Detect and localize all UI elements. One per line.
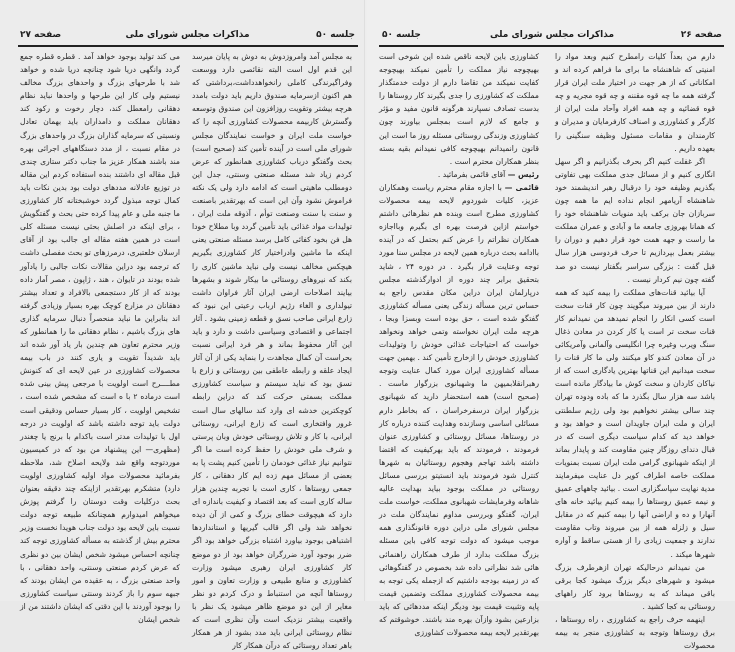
header-rule bbox=[18, 45, 358, 47]
paragraph: من نمیدانم درحالیکه تهران ازهرطرف بزرگ میشود و شهرهای دیگر بزرگ میشود کجا برقی باقی میماند که به روستاها برود کار راههای روستائی به کجا کشید . bbox=[555, 562, 715, 611]
session-label: جلسه ۵۰ bbox=[382, 30, 421, 40]
paragraph: اگر غفلت کنیم اگر بحرف بگذرانیم و اگر سهل انگاری کنیم و از مسائل جدی مملکت بهی تفاوتی بگذریم وظیفه خود را درقبال رهبر اندیشمند خود شاهنشاه آریامهر انجام نداده ایم ما همه چون سربازان جان برکف باید منویات شاهنشاه خود را که همانا بهروزی جامعه ما و آبادی و عمران مملکت ما راست و جهه همت خود قرار دهیم و دوران را بیشتر بعمل بپردازیم تا حرف فردوسی هزار سال قبل گفت : بزرگی سراسر بگفتار نیست دو صد گفته چون نیم کردار نیست . bbox=[555, 156, 715, 284]
paragraph: دارم من بعداً کلیات رامطرح کنیم وبعد مواد را امنیتی که شاهنشاه ما برای ما فراهم کرده اند و امکاناتی که از هر جهت در اختیار ملت ایران قرار گرفته همه ما چه قوه مقننه و چه قوه مجریه و چه قوه قضائیه و چه همه افراد وآحاد ملت ایران از کارگر و کشاورزی و اصناف کارفرمایان و مدیران و کارمندان و مقامات مسئول وظیفه سنگینی را بعهده داریم . bbox=[555, 52, 715, 153]
text-column-right bbox=[192, 50, 352, 652]
header-rule bbox=[379, 45, 724, 47]
paragraph: اینهمه حرف راجع به کشاورزی ، راه روستاها ، برق روستاها وتوجه به کشاورزی منجر به بیمه محصولات bbox=[555, 615, 715, 651]
speaker-name: قائمی — bbox=[504, 182, 539, 192]
speech-text: با اجازه مقام محترم ریاست وهمکاران عزیز، کلیات شوردوم لایحه بیمه محصولات کشاورزی مطرح است وبنده هم نظرهائی داشتم خواستم ازاین فرصت بهره ای بگیرم وبااجازه همکاران نظراتم را عرض کنم بحتمل که در آینده باادامه بحث درباره همین لایحه در مجلس سنا مورد توجه وعنایت قرار بگیرد . در دوره ۲۴ ، شاید بتحقیق برابر چند دوره از ادوارگذشته مجلس درپارلمان ایران دراین مکان مقدس راجع به حساس ترین مسأله زندگی یعنی مسأله کشاورزی گفتگو شده است ، حق بوده است وبسزا وبجا ، هرچه ملت ایران نخواسته وتمی خواهد ونخواهد خواست که احتیاجات غذائی خودش را وتولیدات کشاورزی خودش را ازخارج تأمین کند . بهمین جهت مسأله کشاورزی ایران مورد کمال عنایت وتوجه رهبرانقلابمیهن ما وشهبانوی بزرگوار ماست . (صحیح است) همه استحضار دارید که شهبانوی بزرگوار ایران درسفرخراسان ، که بخاطر دارم مسائلی اساسی وسازنده وهدایت کننده درباره کار در روستاها، مسائل روستائی و کشاورزی عنوان فرمودند ، فرمودند که باید بهرکیفیت که اقتضا داشته باشد تهاجم وهجوم روستائیان به شهرها کنترل شود فرمودند باید انستیتو بررسی مسائل روستائی در مملکت بوجود بیاید بهدایت عالیه شاهانه وفرمایشات شهبانوی مملکت، خواست ملت ایران، گفتگو وبررسی مداوم نمایندگان ملت در مجلس شورای ملی دراین دوره قانونگذاری همه موجب میشود که دولت توجه کافی باین مسئله بزرگ مملکت بدارد از طرف همکاران راهنمائی هائی شد نظراتی داده شد بخصوص در گفتگوهائی که در زمینه بودجه داشتیم که ازجمله یکی توجه به بیمه محصولات کشاورزی مملکت وتضمین قیمت پایه وتثبیت قیمت بود ودیگر اینکه مددهائی که باید بزارعین بشود وازآن بهره مند باشند. خوشوقتم که بهرتقدیر لایحه بیمه محصولات کشاورزی bbox=[379, 182, 540, 638]
text-column-left bbox=[20, 50, 180, 626]
paragraph: به مجلس آمد وامروزدوش به دوش به پایان میرسد این قدم اول است البته نقائصی دارد ووسعت وفراگیرندگی کاملی رانخواهدداشت،برداشتی که هم اکنون ازسرمایه صندوق داریم باید دولت بامدد هرچه بیشتر وتقویت روزافزون این صندوق وتوسعه وگسترش کاربیمه محصولات کشاورزی آنچه را که خواست ملت ایران و خواست نمایندگان مجلس شورای ملی است در آینده تأمین کند (صحیح است) بحث وگفتگو درباب کشاورزی همانطور که عرض کردم زیاد شد مسئله صنعتی وسنتی، جدل این دومطلب ماهیتی است که ادامه دارد ولی یک نکته فراموش نشود وآن این است که بهرتقدیر باصنعت و سنت با سنت وصنعت توأم ، آذوقه ملت ایران ، تولیدات مواد غذائی باید تأمین گردد وبا مطلاح خودا هل فن بخود کفائی کامل برسد مسئله صنعتی یعنی اینکه ما ماشین وادراختیار کار کشاورزی بگیریم هیچکس مخالف نیست ولی نباید ماشین کاری را بکند که نیروهای روستائی ما بیکار شوند و بشهرها بیایند اصلاحات ارضی ایران آثار فراوان داشت تیولداری و الغاء رژیم ارباب رعیتی این نبود که زارع ایرانی صاحب نسق و قطعه زمینی بشود . آثار اجتماعی و اقتصادی وسیاسی داشت و دارد و باید این آثار محفوظ بماند و هر فرد ایرانی نسبت بحراست آن کمال مجاهدت را بنماید یکی از آن آثار ایجاد علقه و رابطه عاطفی بین روستائی و زارع با نسق بود که نباید سیستم و سیاست کشاورزی مملکت بسمتی حرکت کند که دراین رابطه کوچکترین خدشه ای وارد کند سالهای سال است غرور وافتخاری است که زارع ایرانی، روستائی ایرانی، با کار و تلاش روستائی خودش وبان پرستی و شرف ملی خودش را حفظ کرده است ما اگر نتوانیم نیاز غذائی خودمان را تأمین کنیم پشت پا به بعضی از مسائل مهم زده ایم کار دهقانی ، کار جمعی روستاها ، کاری است با تجربه چندین هزار ساله کاری است که بعد اقتصاد و کیفیت باندازه ای دارد که هیچوقت خطای بزرگ و کمی از آن دیده نخواهد شد ولی اگر قالب گیریها و استانداردها اشتباهی بوجود بیاورد اشتباه بزرگی خواهد بود اگر ضرر بوجود آورد ضررگران خواهد بود از دو موضع کار کشاورزی ایران رهبری میشود وزارت کشاورزی و منابع طبیعی و وزارت تعاون و امور روستاها آنچه من استنباط و درک کردم دو نظر مغایر از این دو موضع ظاهر میشود یک نظر با واقعیت بیشتر نزدیک است وآن نظری است که نظام روستائی ایرانی باید مدد بشود از هر همکار باهر تعداد روستائی که درآن همکار کار bbox=[192, 52, 352, 651]
left-page bbox=[0, 0, 365, 651]
page-number: صفحه ۲۷ bbox=[20, 30, 62, 40]
session-label: جلسه ۵۰ bbox=[316, 30, 355, 40]
page-header bbox=[20, 30, 355, 44]
right-page bbox=[367, 0, 735, 651]
paragraph: کشاورزی باین لایحه ناقص شده این شوخی است بهیچوجه نیاز مملکت را تأمین نمیکند بهیچوجه کفایت نمیکند من تقاضا دارم از دولت خدمتگذار مملکت که کشاورزی را جدی بگیرند کار روستاها را بدست تصادف نسپارند هرگونه قانون مفید و مؤثر و جامع که لازم است بمجلس بیاورند چون کشاورزی وزندگی روستائی مسئله روز ما است این قانون رانمیدانم بهیچوجه کافی نمیدانم بقیه بسته بنظر همکاران محترم است . bbox=[379, 52, 539, 166]
text-column-left bbox=[379, 50, 539, 639]
running-title: مذاکرات مجلس شورای ملی bbox=[489, 30, 615, 40]
running-title: مذاکرات مجلس شورای ملی bbox=[125, 30, 250, 40]
speaker-paragraph bbox=[379, 168, 539, 181]
speaker-name: رئیس — bbox=[507, 169, 539, 179]
speaker-paragraph bbox=[379, 181, 539, 639]
text-column-right bbox=[555, 50, 715, 652]
page-header bbox=[382, 30, 722, 44]
speech-text: آقای قائمی بفرمائید . bbox=[437, 169, 506, 179]
paragraph: می کند تولید بوجود خواهد آمد . قطره قطره جمع گردد وانگهی دریا شود چنانچه دریا شده و خواهد شد با طرحهای بزرگ و واحدهای بزرگ مخالف نیستیم ولی کار این طرحها و واحدها نباید نظام دهقانی رامعطل کند، دچار رخوت و رکود کند دهقانان مملکت و دامداران باید بهمان تعادل ونسبتی که سرمایه گذاران بزرگ در واحدهای بزرگ در مقام نسبت ، از مدد دستگاههای اجرائی بهره مند باشند همکار عزیز ما جناب دکتر ستاری چندی قبل مقاله ای داشتند بنده استفاده کردم این مقاله در توزیع عادلانه مددهای دولت بود بدین نکات باید کمال توجه مبذول گردد خوشبختانه کار کشاورزی ما جنبه ملی و عام پیدا کرده حتی بحث و گفتگویش ، برای اینکه در اصلش بحثی نیست مسئله کلی است در همین هفته مقاله ای جالب بود از آقای ارسلان خلعتبری، درمرزهای تو بحث مفصلی داشت که ترجمه بود دراین مقالات نکات جالبی را یادآور شده بودند در تایوان ، هند ، ژاپون ، مصر آمار داده بودند که از کار دستجمعی بالافراد و تعداد بیشتر دهقانان در مزارع کوچک بهره بسیار وزیادی گرفته اند بنابراین ما نباید منحصراً دنبال سرمایه گذاری های بزرگ باشیم ، نظام دهقانی ما را همانطور که وزیر محترم تعاون هم چندین بار یاد آور شده اند باید شدیداً تقویت و یاری کنند در باب بیمه محصولات کشاورزی در عین لایحه ای که کنونش مطــــرح است اولویت با مرجعی پیش بینی شده است درماده ۲ با ه است که مشخص شده است ، تشخیص اولویت ، کار بسیار حساس ودقیقی است دولت باید توجه داشته باشد که اولویت در درجه اول با تولیدات مدتر است باکدام با برنج یا چغندر (مظهری— این پیشنهاد من بود که در کمیسیون موردتوجه واقع شد ولایحه اصلاح شد، ملاحظه بفرمائید محصولات مواد اولیه کشاورزی اولویت دارد) متشکرم بهرتقدیر ازاینکه چند دقیقه بعنوان بحث درکلیات وقت دوستان را گرفتم پوزش میخواهم امیدوارم همچنانکه طبیعه توجه دولت نسبت باین لایحه بود دولت جناب هویدا نخست وزیر محترم بیش از گذشته به مسأله کشاورزی توجه کند چنانچه احساس میشود شخص ایشان بین دو نظری که عرض کردم صنعتی وسنتی، واحد دهقانی ، با واحد صنعتی بزرگ ، به عقیده من ایشان بودند که جبهه سوم را باز کردند وسنتی سیاست کشاورزی را بوجود آوردند با این دقتی که ایشان داشتند من از شخص ایشان bbox=[20, 52, 181, 625]
page-number: صفحه ۲۶ bbox=[680, 30, 722, 40]
paragraph: آیا بیائید قنات‌های مملکت را بیمه کنید که همه دارند از بین میروند میگویند چون کار قنات سخت است کسی انکار را انجام نمیدهد من نمیدانم کار قنات سخت تر است یا کار کردن در معادن ذغال سنگ ویرب وغیره چرا انگلیسی وآلمانی وآمریکائی در آن معادن کندو کاو میکنند ولی ما کار قنات را سخت میدانیم این قناتها بهترین یادگاری است که از نیاکان کاردان و سخت کوش ما بیادگار مانده است باشد سه هزار سال بگذرد ما که باده ودوده تهران چند سالی بیشتر نخواهیم بود ولی رژیم سلطنتی ایران و ملت ایران جاویدان است و خواهد بود و خواهد دید که کدام سیاست دیگری است که در قبال دندای روزگار چنین مقاومت کند و پایدار بماند از اینکه شهبانوی گرامی ملت ایران نسبت بمنویات مملکت خاصه اطراف کویر دل عنایت میفرمایند مدیة نهایت سپاسگزاری است . بیائید چاههای عمیق و نیمه عمیق روستاها را بیمه کنیم بیائید خانه های آنهارا و ده و اراضی آنها را بیمه کنیم که در مقابل سیل و زلزله همه از بین میروند وتاب مقاومت ندارند و جمعیت زیادی را از هستی ساقط و آواره شهرها میکند . bbox=[555, 287, 715, 559]
